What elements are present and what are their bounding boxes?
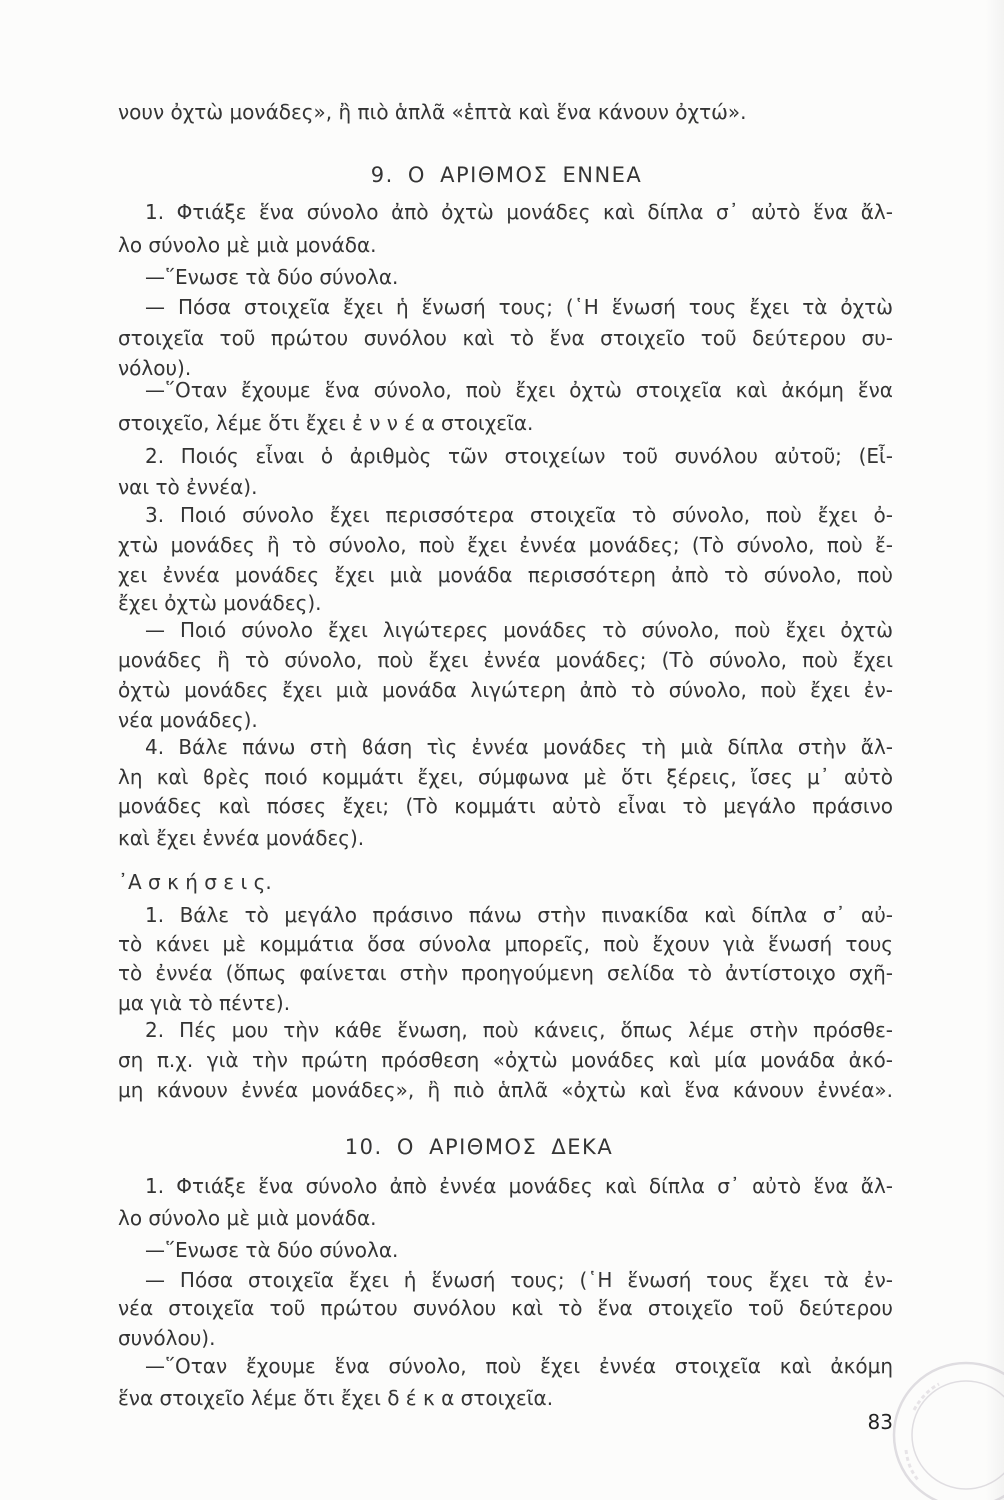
text-line: —῞Οταν ἔχουμε ἕνα σύνολο, ποὺ ἔχει ἐννέα στοιχεῖα καὶ ἀκόμη — [145, 1354, 893, 1378]
text-line: στοιχεῖο, λέμε ὅτι ἔχει ἐ ν ν έ α στοιχεῖα. — [118, 411, 534, 435]
text-line: μη κάνουν ἐννέα μονάδες», ἢ πιὸ ἁπλᾶ «ὀχτὼ καὶ ἕνα κάνουν ἐννέα». — [118, 1078, 893, 1102]
text-line: ἔχει ὀχτὼ μονάδες). — [118, 591, 322, 615]
text-line: ἕνα στοιχεῖο λέμε ὅτι ἔχει δ έ κ α στοιχεῖα. — [118, 1386, 554, 1410]
text-line: μονάδες ἢ τὸ σύνολο, ποὺ ἔχει ἐννέα μονάδες; (Τὸ σύνολο, ποὺ ἔχει — [118, 648, 893, 672]
text-line: —῞Ενωσε τὰ δύο σύνολα. — [145, 265, 399, 289]
section-heading: 9. Ο ΑΡΙΘΜΟΣ ΕΝΝΕΑ — [370, 163, 643, 187]
text-line: μονάδες καὶ πόσες ἔχει; (Τὸ κομμάτι αὐτὸ εἶναι τὸ μεγάλο πράσινο — [118, 794, 893, 818]
exercises-label: ᾿Α σ κ ή σ ε ι ς. — [118, 870, 272, 894]
text-line: τὸ κάνει μὲ κομμάτια ὅσα σύνολα μπορεῖς, ποὺ ἔχουν γιὰ ἕνωσή τους — [118, 932, 893, 956]
text-line: χει ἐννέα μονάδες ἔχει μιὰ μονάδα περισσότερη ἀπὸ τὸ σύνολο, ποὺ — [118, 563, 893, 587]
library-stamp — [884, 1340, 1004, 1500]
text-line: ὀχτὼ μονάδες ἔχει μιὰ μονάδα λιγώτερη ἀπὸ τὸ σύνολο, ποὺ ἔχει ἐν- — [118, 678, 893, 702]
text-line: λη καὶ ϐρὲς ποιό κομμάτι ἔχει, σύμφωνα μὲ ὅτι ξέρεις, ἴσες μ᾿ αὐτὸ — [118, 765, 893, 789]
text-line: τὸ ἐννέα (ὅπως φαίνεται στὴν προηγούμενη σελίδα τὸ ἀντίστοιχο σχῆ- — [118, 961, 893, 985]
text-line: —῞Οταν ἔχουμε ἕνα σύνολο, ποὺ ἔχει ὀχτὼ στοιχεῖα καὶ ἀκόμη ἕνα — [145, 378, 893, 402]
text-line: συνόλου). — [118, 1326, 216, 1350]
text-line: ναι τὸ ἐννέα). — [118, 475, 258, 499]
text-line: στοιχεῖα τοῦ πρώτου συνόλου καὶ τὸ ἕνα στοιχεῖο τοῦ δεύτερου συ- — [118, 326, 893, 350]
text-line: — Πόσα στοιχεῖα ἔχει ἡ ἕνωσή τους; (῾Η ἕνωσή τους ἔχει τὰ ὀχτὼ — [145, 295, 893, 319]
text-line: 4. Βάλε πάνω στὴ ϐάση τὶς ἐννέα μονάδες τὴ μιὰ δίπλα στὴν ἄλ- — [145, 735, 893, 759]
text-line: — Πόσα στοιχεῖα ἔχει ἡ ἕνωσή τους; (῾Η ἕνωσή τους ἔχει τὰ ἐν- — [145, 1268, 893, 1292]
text-line: 1. Βάλε τὸ μεγάλο πράσινο πάνω στὴν πινακίδα καὶ δίπλα σ᾿ αὐ- — [145, 903, 893, 927]
text-line: νόλου). — [118, 356, 192, 380]
text-line: 2. Πές μου τὴν κάθε ἕνωση, ποὺ κάνεις, ὅπως λέμε στὴν πρόσθε- — [145, 1018, 893, 1042]
text-line: 1. Φτιάξε ἕνα σύνολο ἀπὸ ὀχτὼ μονάδες καὶ δίπλα σ᾿ αὐτὸ ἕνα ἄλ- — [145, 200, 893, 224]
text-line: χτὼ μονάδες ἢ τὸ σύνολο, ποὺ ἔχει ἐννέα μονάδες; (Τὸ σύνολο, ποὺ ἔ- — [118, 533, 893, 557]
page-number: 83 — [867, 1410, 893, 1434]
text-line: ση π.χ. γιὰ τὴν πρώτη πρόσθεση «ὀχτὼ μονάδες καὶ μία μονάδα ἀκό- — [118, 1048, 893, 1072]
text-line: νέα στοιχεῖα τοῦ πρώτου συνόλου καὶ τὸ ἕνα στοιχεῖο τοῦ δεύτερου — [118, 1296, 893, 1320]
text-line: — Ποιό σύνολο ἔχει λιγώτερες μονάδες τὸ σύνολο, ποὺ ἔχει ὀχτὼ — [145, 618, 893, 642]
text-line: 1. Φτιάξε ἕνα σύνολο ἀπὸ ἐννέα μονάδες καὶ δίπλα σ᾿ αὐτὸ ἕνα ἄλ- — [145, 1174, 893, 1198]
text-line: μα γιὰ τὸ πέντε). — [118, 991, 291, 1015]
text-line: —῞Ενωσε τὰ δύο σύνολα. — [145, 1238, 399, 1262]
text-line: 2. Ποιός εἶναι ὁ ἀριθμὸς τῶν στοιχείων τοῦ συνόλου αὐτοῦ; (Εἶ- — [145, 444, 893, 468]
text-line: νέα μονάδες). — [118, 708, 258, 732]
text-line: λο σύνολο μὲ μιὰ μονάδα. — [118, 233, 377, 257]
continuation-line: νουν ὀχτὼ μονάδες», ἢ πιὸ ἁπλᾶ «ἑπτὰ καὶ ἕνα κάνουν ὀχτώ». — [118, 100, 747, 124]
section-heading: 10. Ο ΑΡΙΘΜΟΣ ΔΕΚΑ — [344, 1135, 614, 1159]
text-line: 3. Ποιό σύνολο ἔχει περισσότερα στοιχεῖα τὸ σύνολο, ποὺ ἔχει ὀ- — [145, 503, 893, 527]
text-line: λο σύνολο μὲ μιὰ μονάδα. — [118, 1206, 377, 1230]
text-line: καὶ ἔχει ἐννέα μονάδες). — [118, 826, 365, 850]
